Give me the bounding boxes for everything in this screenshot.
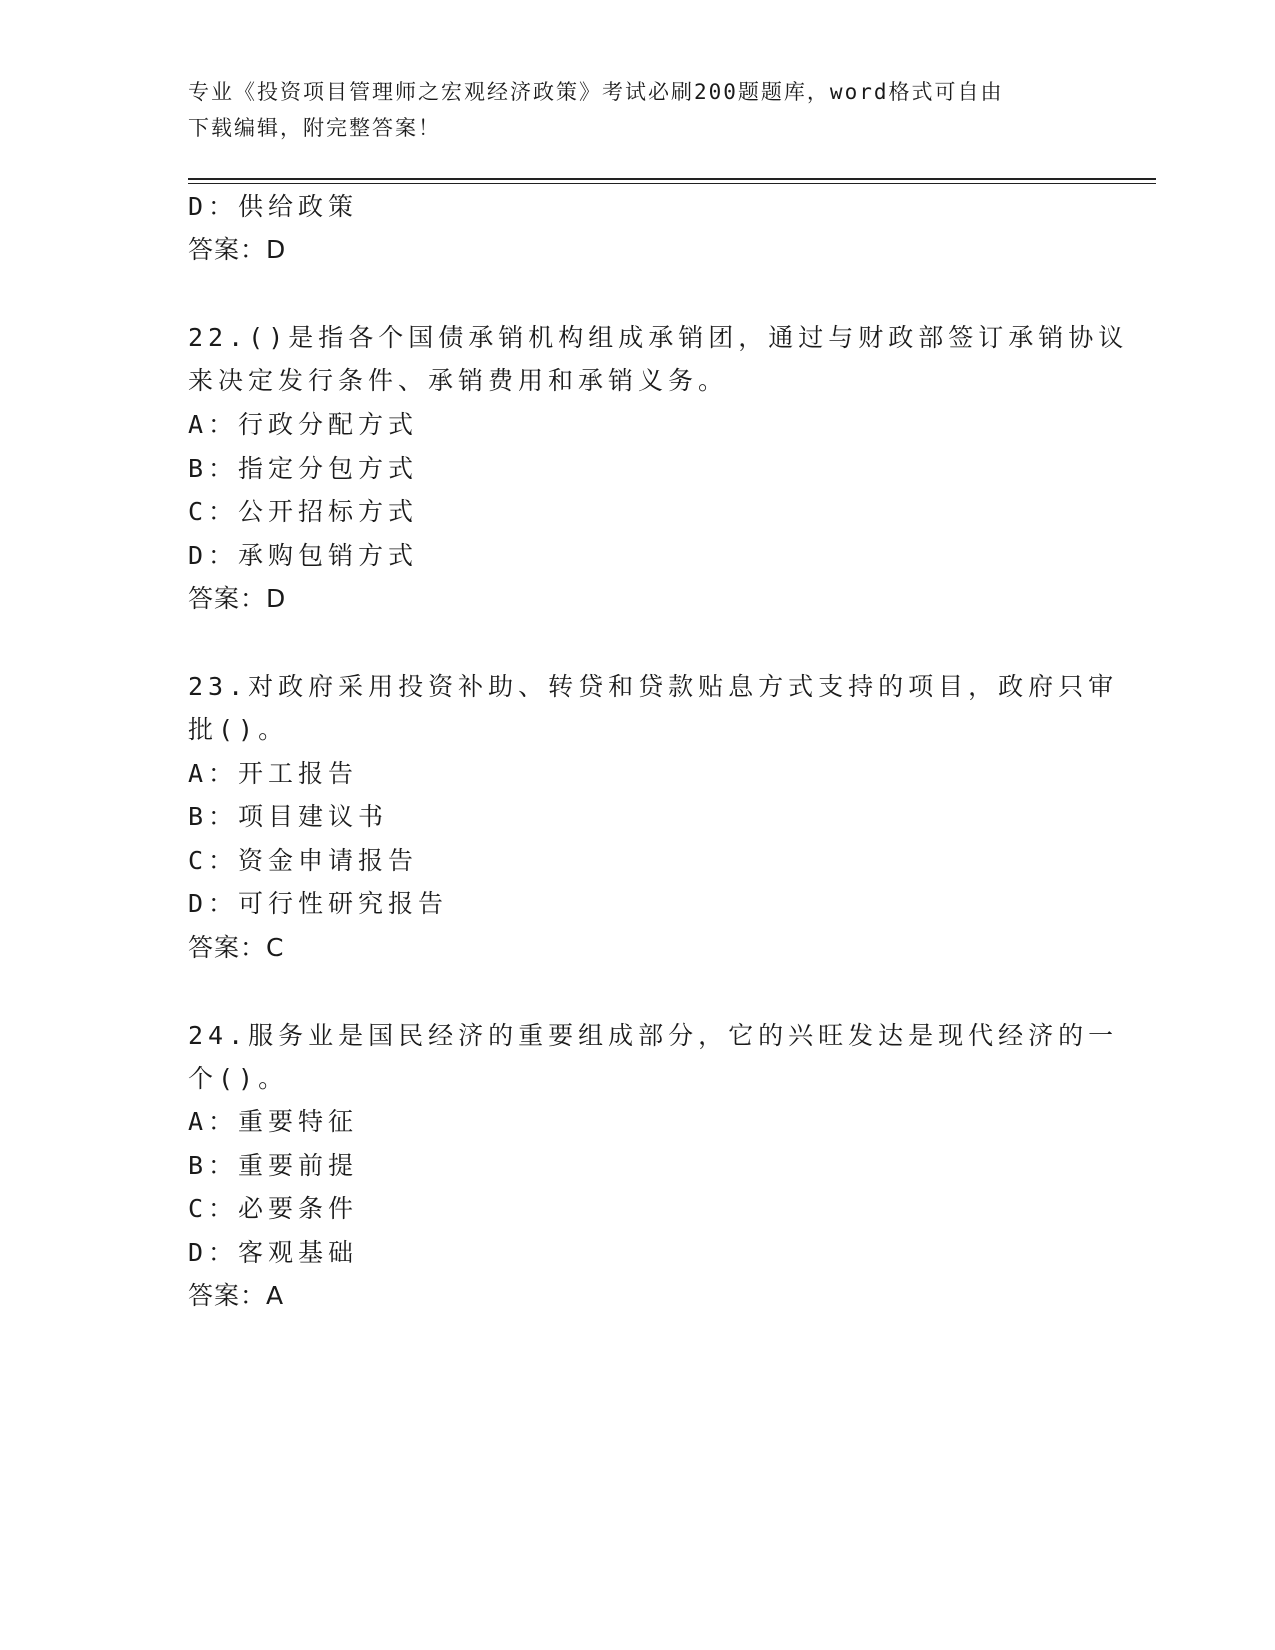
q22-option-d: D：承购包销方式	[188, 541, 419, 570]
q24-option-c: C：必要条件	[188, 1194, 359, 1223]
header-line-2: 下载编辑，附完整答案！	[188, 116, 441, 140]
prev-option-d: D：供给政策	[188, 192, 359, 221]
q24-stem-line-1: 24.服务业是国民经济的重要组成部分，它的兴旺发达是现代经济的一	[188, 1021, 1119, 1050]
q23-option-c: C：资金申请报告	[188, 846, 419, 875]
q23-stem-line-2: 批()。	[188, 715, 289, 744]
q23-option-d: D：可行性研究报告	[188, 889, 449, 918]
q24-option-a: A：重要特征	[188, 1107, 359, 1136]
q24-option-b: B：重要前提	[188, 1151, 359, 1180]
header-divider-thin	[188, 183, 1156, 184]
prev-answer: 答案：D	[188, 235, 287, 264]
q22-option-c: C：公开招标方式	[188, 497, 419, 526]
q23-option-b: B：项目建议书	[188, 802, 389, 831]
q22-option-b: B：指定分包方式	[188, 454, 419, 483]
document-header	[188, 74, 1088, 146]
q24-option-d: D：客观基础	[188, 1238, 359, 1267]
q22-option-a: A：行政分配方式	[188, 410, 419, 439]
q22-stem-line-1: 22.()是指各个国债承销机构组成承销团，通过与财政部签订承销协议	[188, 323, 1129, 352]
q23-stem-line-1: 23.对政府采用投资补助、转贷和贷款贴息方式支持的项目，政府只审	[188, 672, 1119, 701]
q23-option-a: A：开工报告	[188, 759, 359, 788]
header-divider-thick	[188, 178, 1156, 180]
q24-answer: 答案：A	[188, 1281, 285, 1310]
q23-answer: 答案：C	[188, 933, 285, 962]
q22-answer: 答案：D	[188, 584, 287, 613]
q22-stem-line-2: 来决定发行条件、承销费用和承销义务。	[188, 366, 729, 395]
header-line-1: 专业《投资项目管理师之宏观经济政策》考试必刷200题题库，word格式可自由	[188, 80, 1004, 104]
q24-stem-line-2: 个()。	[188, 1064, 289, 1093]
